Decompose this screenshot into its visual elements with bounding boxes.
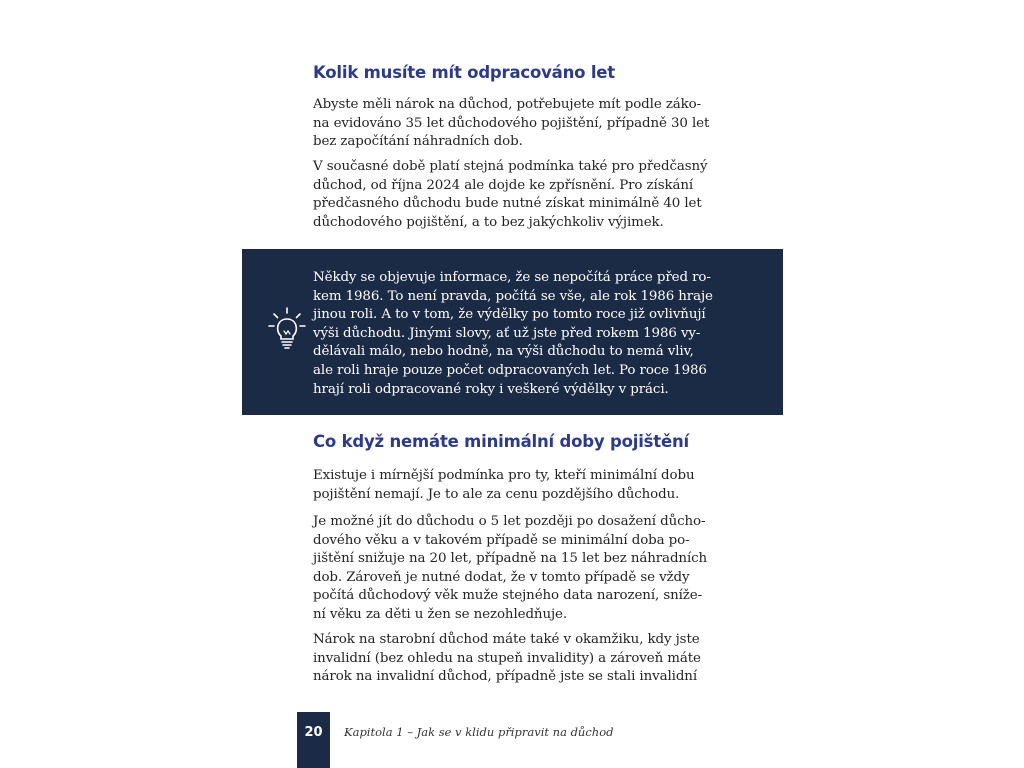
text-line: jinou roli. A to v tom, že výdělky po tomto roce již ovlivňují [313,307,706,323]
paragraph-pension-entitlement [313,96,709,152]
text-line: Existuje i mírnější podmínka pro ty, kteří minimální dobu [313,468,695,483]
section-heading-work-years: Kolik musíte mít odpracováno let [313,63,615,82]
paragraph-milder-condition [313,467,695,504]
text-line: bez započítání náhradních dob. [313,134,523,150]
text-line: nárok na invalidní důchod, případně jste se stali invalidní [313,669,698,685]
text-line: předčasného důchodu bude nutné získat minimálně 40 let [313,196,702,212]
text-line: ale roli hraje pouze počet odpracovaných let. Po roce 1986 [313,362,707,378]
page-number-box [297,712,330,768]
text-line: dob. Zároveň je nutné dodat, že v tomto případě se vždy [313,569,690,585]
text-line: Nárok na starobní důchod máte také v okamžiku, kdy jste [313,632,700,647]
text-line: ní věku za děti u žen se nezohledňuje. [313,606,568,622]
text-line: pojištění nemají. Je to ale za cenu pozdějšího důchodu. [313,486,680,502]
chapter-title: Kapitola 1 – Jak se v klidu připravit na důchod [344,725,614,739]
text-line: výši důchodu. Jinými slovy, ať už jste před rokem 1986 vy- [313,325,701,341]
text-line: důchodového pojištění, a to bez jakýchkoliv výjimek. [313,214,664,230]
text-line: Je možné jít do důchodu o 5 let později po dosažení důcho- [313,514,706,529]
paragraph-invalidity [313,631,701,687]
text-line: kem 1986. To není pravda, počítá se vše, ale rok 1986 hraje [313,288,713,304]
text-line: počítá důchodový věk muže stejného data narození, sníže- [313,588,703,604]
paragraph-later-retirement [313,513,707,625]
text-line: hrají roli odpracované roky i veškeré výdělky v práci. [313,381,669,397]
text-line: dělávali málo, nebo hodně, na výši důchodu to nemá vliv, [313,344,694,360]
text-line: jištění snižuje na 20 let, případně na 15 let bez náhradních [313,551,708,567]
text-line: invalidní (bez ohledu na stupeň invalidity) a zároveň máte [313,650,701,666]
text-line: dového věku a v takovém případě se minimální doba po- [313,532,690,548]
text-line: V současné době platí stejná podmínka také pro předčasný [313,159,708,174]
paragraph-early-retirement [313,158,708,232]
page-number: 20 [304,725,323,740]
info-callout-box [242,249,783,415]
text-line: Abyste měli nárok na důchod, potřebujete mít podle záko- [313,97,702,112]
callout-text [313,269,713,399]
section-heading-minimum-insurance: Co když nemáte minimální doby pojištění [313,432,689,451]
text-line: Někdy se objevuje informace, že se nepočítá práce před ro- [313,270,711,285]
lightbulb-icon [267,306,307,350]
text-line: na evidováno 35 let důchodového pojištění, případně 30 let [313,115,710,131]
text-line: důchod, od října 2024 ale dojde ke zpřísnění. Pro získání [313,177,694,193]
